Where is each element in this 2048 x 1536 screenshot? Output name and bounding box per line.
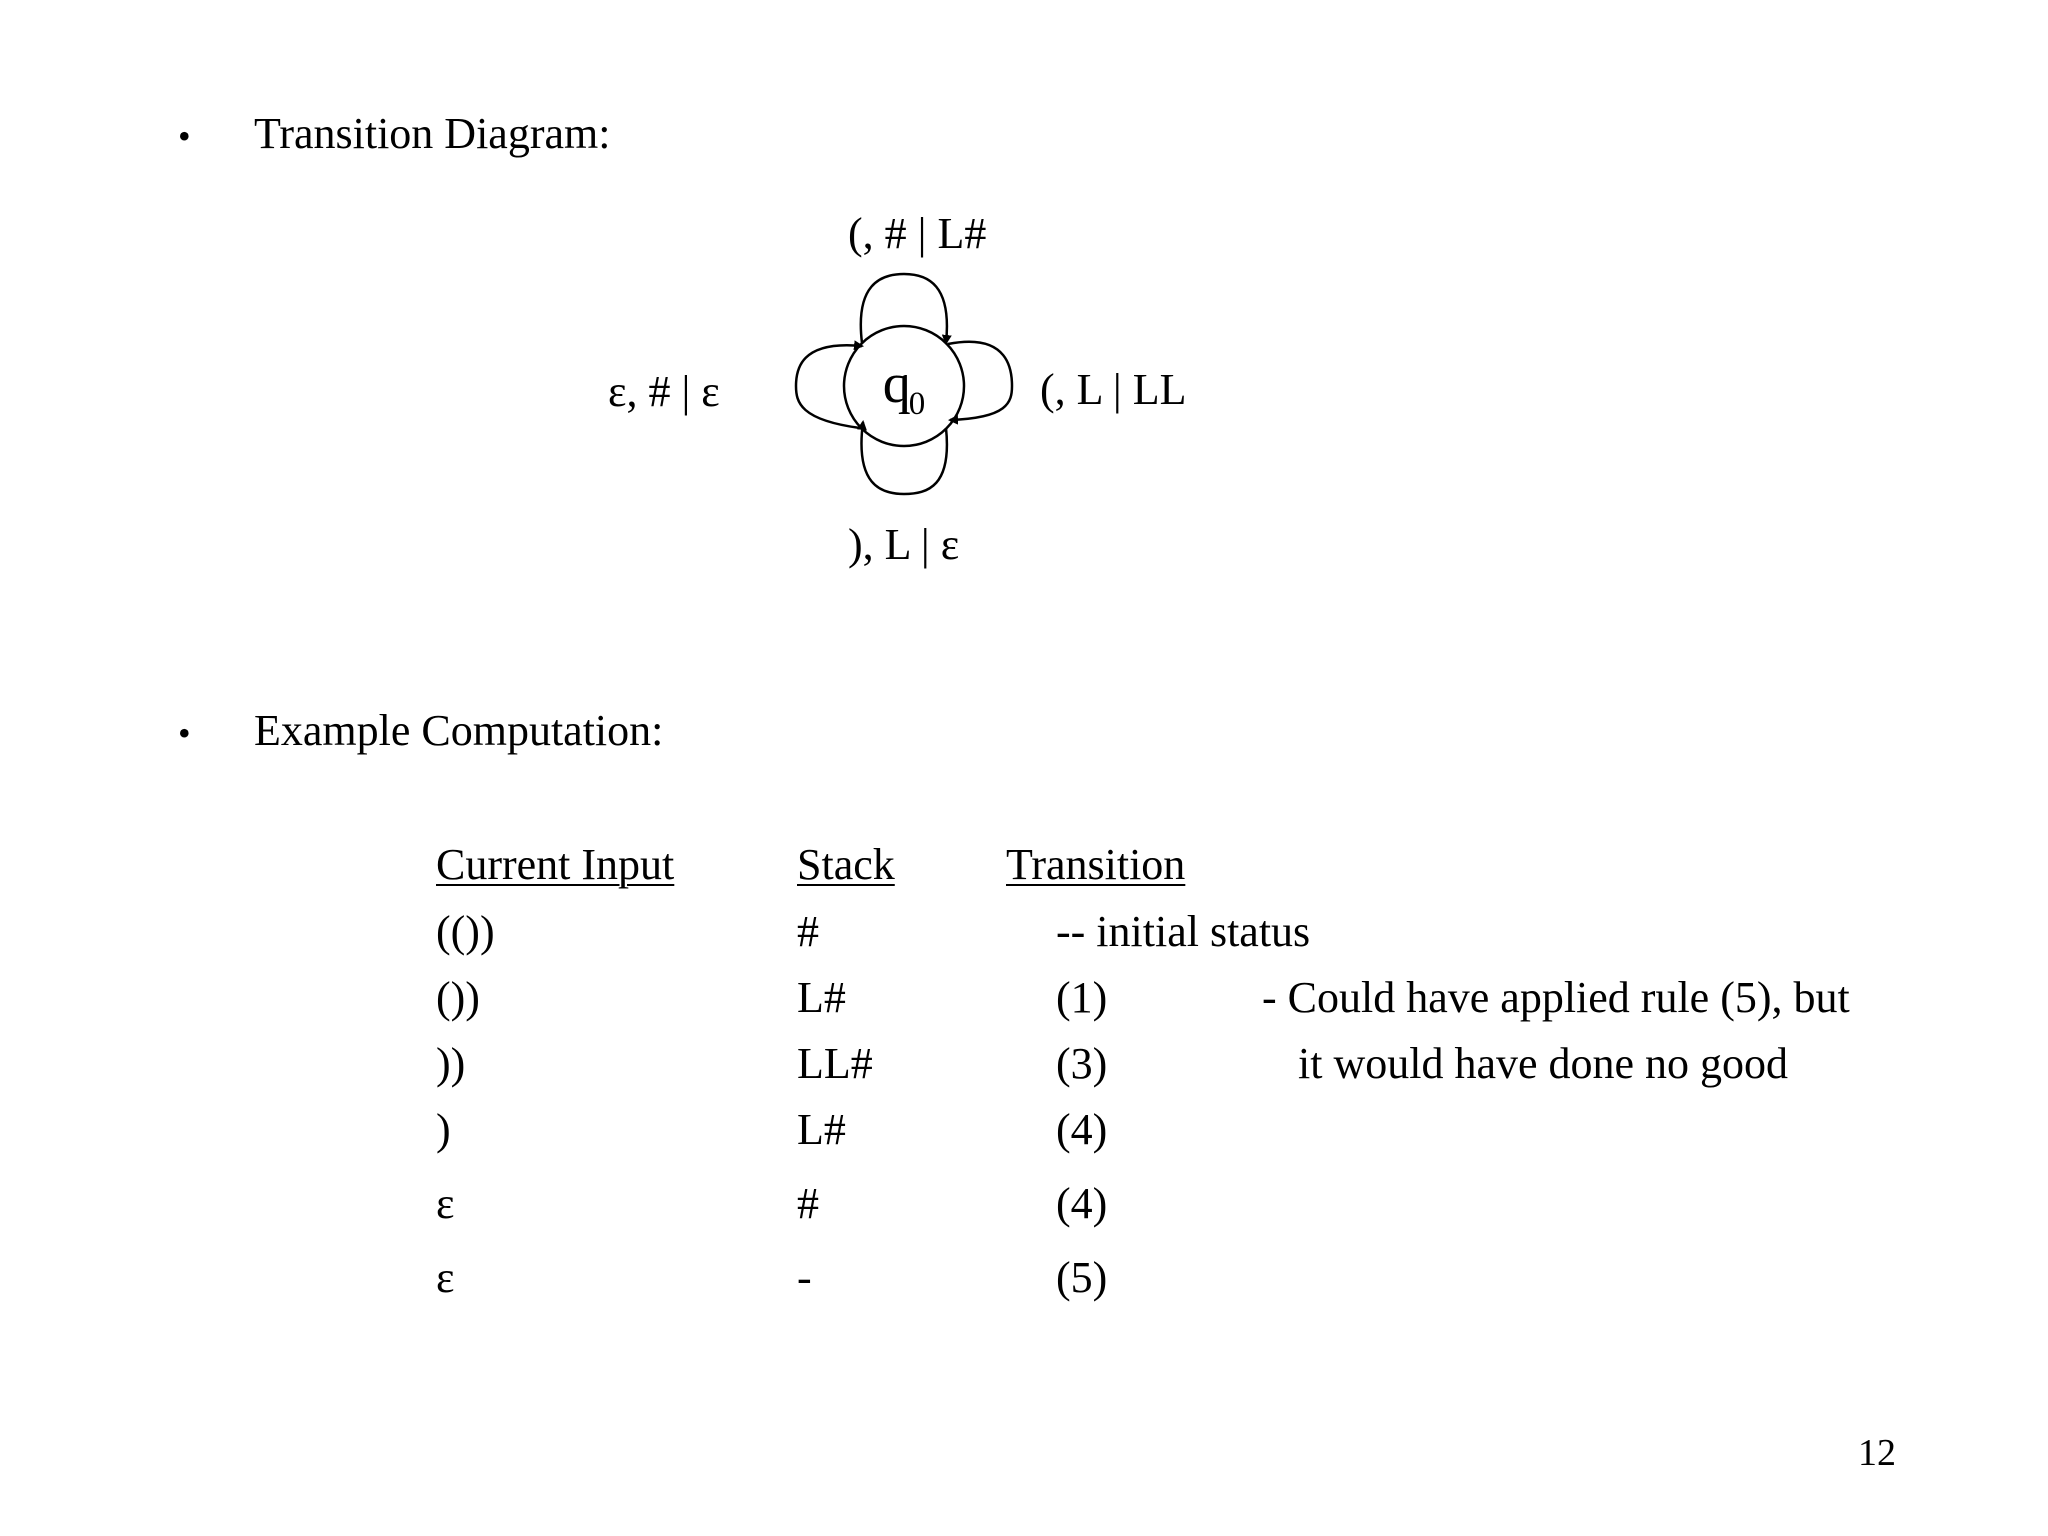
loop-bottom-arrow xyxy=(861,422,946,494)
transition-label-bottom: ), L | ε xyxy=(848,520,960,569)
row-4-transition: (4) xyxy=(1056,1179,1108,1228)
state-q0-label xyxy=(844,353,964,422)
row-3-stack: L# xyxy=(797,1105,846,1154)
bullet-marker-computation: • xyxy=(178,713,191,753)
row-2-transition: (3) xyxy=(1056,1039,1108,1088)
transition-label-top: (, # | L# xyxy=(848,209,987,258)
row-5-stack: - xyxy=(797,1253,812,1302)
row-4-input: ε xyxy=(436,1179,455,1228)
row-1-stack: L# xyxy=(797,973,846,1022)
computation-heading: Example Computation: xyxy=(254,706,664,755)
bullet-marker-diagram: • xyxy=(178,116,191,156)
transition-label-right: (, L | LL xyxy=(1040,365,1187,414)
row-3-transition: (4) xyxy=(1056,1105,1108,1154)
header-current-input: Current Input xyxy=(436,840,675,889)
state-name: q xyxy=(882,353,911,415)
row-0-input: (()) xyxy=(436,907,495,956)
row-2-input: )) xyxy=(436,1039,466,1088)
header-stack: Stack xyxy=(797,840,895,889)
row-2-stack: LL# xyxy=(797,1039,873,1088)
row-5-input: ε xyxy=(436,1253,455,1302)
transition-label-left: ε, # | ε xyxy=(608,367,720,416)
diagram-heading: Transition Diagram: xyxy=(254,109,611,158)
page-number: 12 xyxy=(1858,1432,1896,1474)
row-0-transition: -- initial status xyxy=(1056,907,1311,956)
row-1-note: - Could have applied rule (5), but xyxy=(1262,973,1850,1022)
header-transition: Transition xyxy=(1006,840,1186,889)
row-3-input: ) xyxy=(436,1105,451,1154)
row-1-transition: (1) xyxy=(1056,973,1108,1022)
row-4-stack: # xyxy=(797,1179,819,1228)
row-5-transition: (5) xyxy=(1056,1253,1108,1302)
state-subscript: 0 xyxy=(908,386,926,422)
row-1-input: ()) xyxy=(436,973,480,1022)
row-0-stack: # xyxy=(797,907,819,956)
row-2-note: it would have done no good xyxy=(1298,1039,1789,1088)
